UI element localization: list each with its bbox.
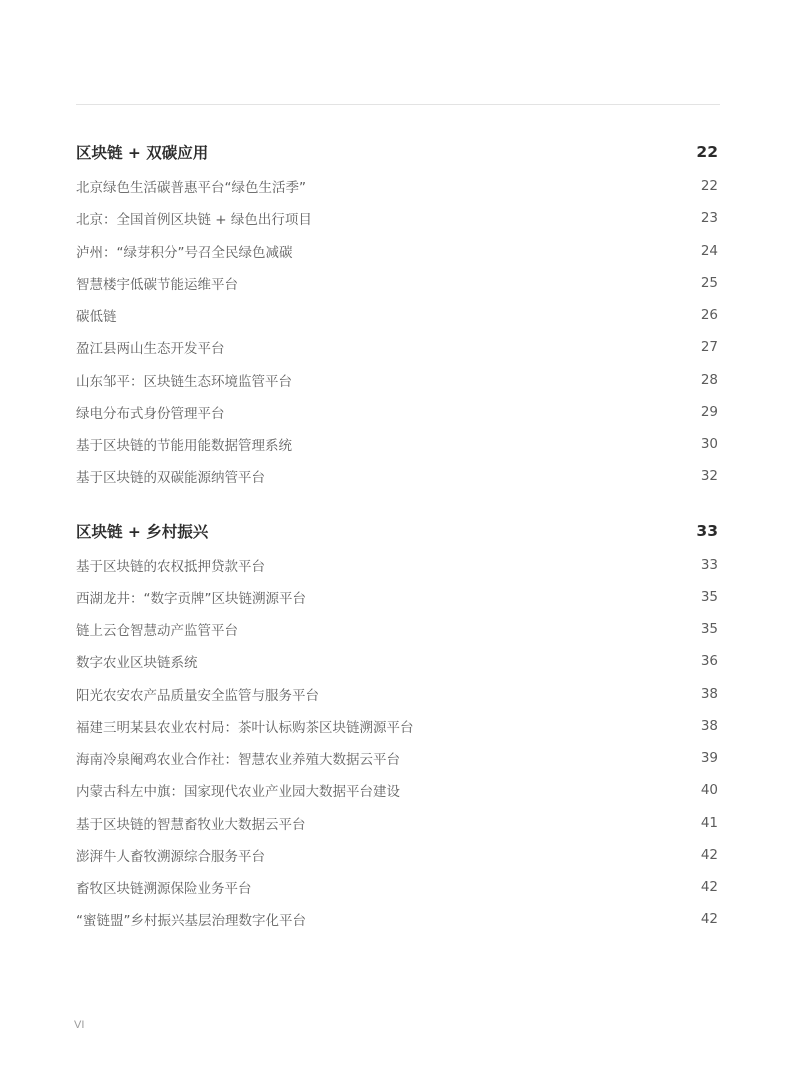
section-title: 区块链 + 双碳应用 — [76, 144, 209, 162]
entry-title: 山东邹平：区块链生态环境监管平台 — [76, 374, 292, 390]
entry-title: 澎湃牛人畜牧溯源综合服务平台 — [76, 849, 265, 865]
entry-page-number: 35 — [700, 589, 718, 605]
toc-entry[interactable] — [76, 649, 718, 673]
toc-entry[interactable] — [76, 875, 718, 899]
entry-title: 盈江县两山生态开发平台 — [76, 341, 225, 357]
entry-page-number: 27 — [700, 339, 718, 355]
entry-title: 智慧楼宇低碳节能运维平台 — [76, 277, 238, 293]
toc-entry[interactable] — [76, 778, 718, 802]
toc-entry[interactable] — [76, 682, 718, 706]
entry-page-number: 41 — [700, 815, 718, 831]
entry-page-number: 24 — [700, 243, 718, 259]
entry-page-number: 40 — [700, 782, 718, 798]
toc-entry[interactable] — [76, 303, 718, 327]
toc-entry[interactable] — [76, 464, 718, 488]
toc-entry[interactable] — [76, 174, 718, 198]
entry-title: 阳光农安农产品质量安全监管与服务平台 — [76, 688, 319, 704]
toc-entry[interactable] — [76, 271, 718, 295]
entry-page-number: 42 — [700, 847, 718, 863]
toc-entry[interactable] — [76, 206, 718, 230]
section-page-number: 33 — [696, 522, 718, 540]
entry-title: 畜牧区块链溯源保险业务平台 — [76, 881, 252, 897]
entry-page-number: 22 — [700, 178, 718, 194]
section-title: 区块链 + 乡村振兴 — [76, 523, 209, 541]
top-divider — [76, 104, 720, 105]
section-page-number: 22 — [696, 143, 718, 161]
entry-title: 基于区块链的农权抵押贷款平台 — [76, 559, 265, 575]
toc-entry[interactable] — [76, 400, 718, 424]
section-heading[interactable] — [76, 519, 718, 543]
entry-title: 基于区块链的双碳能源纳管平台 — [76, 470, 265, 486]
entry-title: 北京绿色生活碳普惠平台“绿色生活季” — [76, 180, 306, 196]
entry-page-number: 38 — [700, 718, 718, 734]
entry-page-number: 33 — [700, 557, 718, 573]
entry-title: 基于区块链的节能用能数据管理系统 — [76, 438, 292, 454]
entry-page-number: 36 — [700, 653, 718, 669]
entry-title: 链上云仓智慧动产监管平台 — [76, 623, 238, 639]
entry-title: “蜜链盟”乡村振兴基层治理数字化平台 — [76, 913, 306, 929]
entry-title: 绿电分布式身份管理平台 — [76, 406, 225, 422]
entry-page-number: 42 — [700, 911, 718, 927]
entry-page-number: 39 — [700, 750, 718, 766]
entry-page-number: 26 — [700, 307, 718, 323]
toc-entry[interactable] — [76, 239, 718, 263]
entry-page-number: 25 — [700, 275, 718, 291]
entry-page-number: 32 — [700, 468, 718, 484]
entry-title: 海南冷泉阉鸡农业合作社：智慧农业养殖大数据云平台 — [76, 752, 400, 768]
section-heading[interactable] — [76, 140, 718, 164]
entry-title: 福建三明某县农业农村局：茶叶认标购茶区块链溯源平台 — [76, 720, 414, 736]
toc-entry[interactable] — [76, 811, 718, 835]
entry-title: 泸州：“绿芽积分”号召全民绿色减碳 — [76, 245, 293, 261]
toc-entry[interactable] — [76, 714, 718, 738]
toc-entry[interactable] — [76, 368, 718, 392]
entry-page-number: 30 — [700, 436, 718, 452]
toc-entry[interactable] — [76, 746, 718, 770]
entry-page-number: 35 — [700, 621, 718, 637]
toc-entry[interactable] — [76, 907, 718, 931]
entry-page-number: 38 — [700, 686, 718, 702]
toc-entry[interactable] — [76, 335, 718, 359]
entry-page-number: 23 — [700, 210, 718, 226]
entry-page-number: 29 — [700, 404, 718, 420]
toc-entry[interactable] — [76, 617, 718, 641]
entry-title: 内蒙古科左中旗：国家现代农业产业园大数据平台建设 — [76, 784, 400, 800]
toc-entry[interactable] — [76, 843, 718, 867]
entry-page-number: 42 — [700, 879, 718, 895]
entry-title: 碳低链 — [76, 309, 117, 325]
footer-page-label: VI — [74, 1019, 85, 1031]
entry-title: 北京：全国首例区块链 + 绿色出行项目 — [76, 212, 312, 228]
toc-entry[interactable] — [76, 553, 718, 577]
entry-title: 基于区块链的智慧畜牧业大数据云平台 — [76, 817, 306, 833]
toc-entry[interactable] — [76, 585, 718, 609]
entry-title: 西湖龙井：“数字贡牌”区块链溯源平台 — [76, 591, 306, 607]
entry-title: 数字农业区块链系统 — [76, 655, 198, 671]
entry-page-number: 28 — [700, 372, 718, 388]
toc-entry[interactable] — [76, 432, 718, 456]
